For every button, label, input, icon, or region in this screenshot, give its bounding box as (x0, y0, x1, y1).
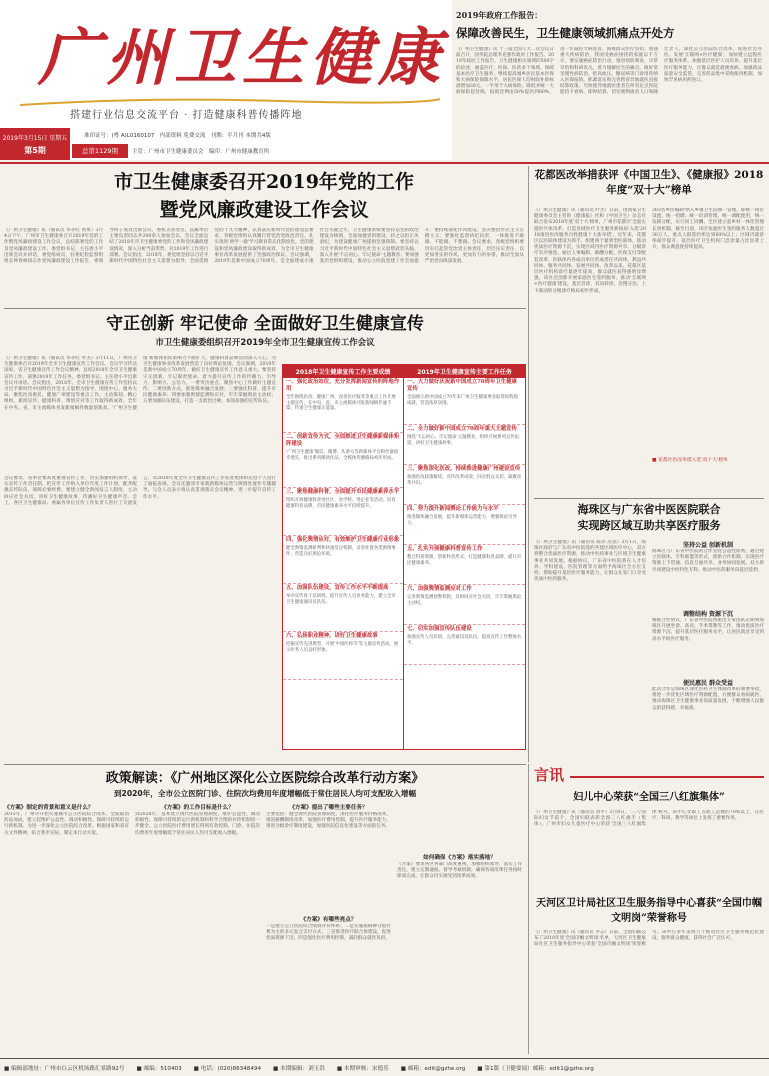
achievement-item (283, 378, 403, 433)
haizhu-subhead-1: 坚持公益 创新机制 (682, 542, 734, 549)
task-item-title: 五、扎实开展健康科普宣传工作 (407, 546, 483, 552)
publisher-info: 主管：广州市卫生健康委员会 编印：广州市健康教育所 (132, 149, 270, 155)
policy-a4: 一是建立公立医院综合绩效评价体系；二是实施按病种分值付费为主的多元复合支付方式；三是推进医疗联合体建设，促进优质资源下沉；四是强化医疗费用控制，减轻群众就医负担。 (266, 924, 391, 942)
total-issue-badge: 总第1129期 (72, 144, 128, 158)
task-item (404, 378, 525, 425)
policy-col-3 (266, 804, 391, 1052)
task-item (404, 585, 525, 625)
divider-2 (4, 308, 526, 309)
policy-article (4, 770, 526, 1054)
footer-phone: ■ 电话：(020)86348494 (193, 1065, 262, 1072)
policy-q5: 如何确保《方案》落实落地？ (423, 855, 496, 861)
news-briefs-label: 言讯 (534, 764, 764, 786)
brief-2-body: 《广州卫生健康》讯（通讯员 罗志）日前，全国妇联公布了2018年度'全国巾帼文明岗'名单，天河区卫生健康局社区卫生服务指导中心荣获'全国巾帼文明岗'荣誉称号。该中心多年来致力于推动社区卫生服务规范化建设，服务群众健康，获得社会广泛认可。 (534, 930, 764, 948)
table-left-head: 2018年卫生健康宣传工作主要成绩 (283, 365, 403, 378)
task-item-title: 二、全力做好新中国成立70周年重大主题宣传 (407, 426, 517, 432)
achievement-item (283, 488, 403, 536)
publicity-article (4, 312, 526, 762)
table-left-col (283, 365, 404, 749)
vertical-rule-1 (528, 166, 529, 486)
task-item-title: 四、努力提升新闻舆论工作能力与水平 (407, 506, 499, 512)
policy-body-area (4, 804, 526, 1052)
gov-report-headline: 保障改善民生，卫生健康领域抓痛点开处方 (456, 26, 675, 40)
haizhu-headline-1: 海珠区与广东省中医医院联合 (577, 503, 721, 516)
policy-a2: 到2020年，基本建立现代医院管理制度，维护公益性、调动积极性、保障可持续的运行新机制和科学合理的补偿机制进一步健全。公立医院医疗费用增长得到有效控制，门诊、住院次均费用年度增幅低于常住居民人均可支配收入增幅。 (135, 812, 260, 836)
huadu-article (534, 168, 764, 498)
policy-headline: 政策解读：《广州地区深化公立医院综合改革行动方案》 (105, 771, 425, 786)
gov-report-body: 《广州卫生健康》讯 十三届全国人大二次会议日前召开，国务院总理李克强作政府工作报告。2019年政府工作报告，卫生健康相关领域的500字的论述，涵盖医疗、医保、医药多个领域。保障基本医疗卫生服务，继续提高城乡居民基本医保和大病保险保障水平，居民医保人均财政补助标准增加30元，一半用于大病保险。降低并统一大病保险起付线，报销比例由50%提高到60%，进一步减轻大病患者、困难群众医疗负担。加强重大疾病防治，我国受癌症困扰的家庭以千万计，要实施癌症防治行动，推进预防筛查、早诊早治和科研攻关，着力缓解民生的痛点。做好常见慢性病防治，把高血压、糖尿病等门诊用药纳入医保报销。抓紧落实和完善跨省异地就医直接结算政策，尽快使异地就医患者在所有定点医院能持卡看病、即时结算，切实便利流动人口和随迁老人。深化公立医院综合改革，促进社会办医。发展'互联网+医疗健康'，加快建立远程医疗服务体系，加强基层医护人员培养。提升基层医疗服务能力，让群众就近就便看病。加强药品质量安全监管，完善药品集中采购使用机制，加快罕见病用药进口。 (456, 47, 762, 96)
achievement-item-title: 一、强化政治站位，充分发挥新闻宣传的阵地作用 (286, 379, 400, 392)
achievement-item-title: 三、聚焦健康科普，全面提升市民健康素养水平 (286, 489, 400, 495)
publicity-headline: 守正创新 牢记使命 全面做好卫生健康宣传 (106, 314, 424, 334)
table-right-col (404, 365, 525, 749)
policy-subhead: 到2020年，全市公立医院门诊、住院次均费用年度增幅低于常住居民人均可支配收入增幅 (113, 789, 417, 798)
policy-col-1 (4, 804, 129, 1052)
footer-postcode: ■ 邮编：510403 (136, 1065, 182, 1072)
publication-info: 准印证号：(粤 A)L0160107 内部资料 免费交流 刊期：半月刊 本期共4版 (84, 133, 271, 139)
policy-q2: 《方案》的工作目标是什么？ (161, 805, 234, 811)
table-right-head: 2019年卫生健康宣传主要工作任务 (404, 365, 525, 378)
policy-col-2 (135, 804, 260, 1052)
brief-2-headline: 天河区卫计局社区卫生服务指导中心喜获“全国巾帼文明岗”荣誉称号 (536, 898, 762, 924)
policy-q1: 《方案》制定的背景和意义是什么？ (4, 805, 94, 811)
huadu-body-wrap (534, 208, 764, 472)
task-item-body: 围绕'不忘初心、牢记使命'主题教育，组织开展系列宣传报道，讲好卫生健康故事。 (407, 435, 520, 446)
task-item-body: 整合科普资源，创新科普形式，打造健康科普品牌，提升市民健康素养。 (407, 555, 522, 566)
task-item (404, 425, 525, 465)
footer-address: ■ 编辑部地址：广州市白云区机场路汇景路92号 (4, 1065, 125, 1072)
haizhu-body-3: 此次合作是海珠区深化医药卫生体制改革的重要举措，将进一步优化区域医疗资源配置，方便群众看病就医，推动海珠区卫生健康事业高质量发展，不断增强人民群众的获得感、幸福感。 (652, 687, 764, 711)
masthead-title: 广州卫生健康 (38, 21, 447, 94)
policy-q3: 《方案》提出了哪些主要任务？ (289, 805, 368, 811)
footer-email: ■ 邮箱：edit@gzhe.org (400, 1065, 466, 1072)
vertical-rule-2 (528, 486, 529, 762)
lead-headline-1: 市卫生健康委召开2019年党的工作 (114, 171, 414, 193)
task-item-body: 推进媒体融合发展，提升新媒体运营能力，增强舆论引导力。 (407, 515, 517, 526)
task-item-title: 七、切实加强宣传队伍建设 (407, 626, 472, 632)
task-item (404, 505, 525, 545)
footer-editor: ■ 本期编辑：刘玉洪 (273, 1065, 325, 1072)
task-item-title: 六、加强舆情监测应对工作 (407, 586, 472, 592)
lead-body: 《广州卫生健康》讯（通讯员 李永红 黄勇）3月4日下午，广州市卫生健康委召开2019年党的工作暨党风廉政建设工作会议，总结部署党的工作及党风廉政建设工作。委党组书记、主任唐小平出席会议并讲话，委党组成员、驻委纪检监察组组长钟春林同志作党风廉政建设工作报告，委领导班子成员出席会议，委机关各处室、直属单位主要负责同志共200余人参加会议。会议全面总结了2018年市卫生健康委党的工作和党风廉政建设情况，深入分析当前形势，对2019年工作进行部署。会议指出，2018年，委党组坚持以习近平新时代中国特色社会主义思想为指导，全面贯彻党的十九大精神，认真落实新时代党的建设总要求，各级党组织认真履行管党治党政治责任，扎实推进'两学一做'学习教育常态化制度化，党的建设和党风廉政建设取得新成效，为全市卫生健康事业改革发展提供了坚强政治保证。会议强调，2019年是新中国成立70周年，是全面建成小康社会关键之年，卫生健康系统要坚持以党的政治建设为统领，全面加强党的建设，持之以恒正风肃纪，为建设健康广州提供坚强保障。要坚持以习近平新时代中国特色社会主义思想武装头脑，深入开展'不忘初心、牢记使命'主题教育；要加强基层党组织建设，推动公立医院党建工作全面提升；要持续深化作风建设，坚决整治形式主义官僚主义；要强化监督执纪问责，一体推进不敢腐、不能腐、不想腐。会议要求，各级党组织要切实扛起管党治党主体责任，层层压实责任，以更加务实的作风、更加有力的举措，推动全面从严治党向纵深发展。 (4, 228, 524, 265)
haizhu-col2 (652, 540, 764, 762)
gov-report-kicker: 2019年政府工作报告： (456, 10, 543, 20)
publicity-subhead: 市卫生健康委组织召开2019年全市卫生健康宣传工作会议 (155, 338, 375, 348)
huadu-body-col2 (652, 208, 764, 472)
task-item (404, 545, 525, 585)
policy-a1: 2015年，广州市开始实施城市公立医院综合改革，全面取消药品加成，建立起维护公益性、调动积极性、保障可持续的运行新机制。为进一步深化公立医院综合改革，根据国家和省有关文件精神，结合我市实际，制定本行动方案。 (4, 812, 129, 836)
divider-right-2 (534, 498, 764, 499)
huadu-body: 《广州卫生健康》讯（通讯员 叶杰）日前，由国家卫生健康委员会主管的《健康报》社和《中国卫生》杂志社联合发布2018年度'双十大'榜单，广州市花都区'全面实施医共体改革，打造县域医疗卫生服务新格局'入选'2018推进医改服务百姓健康十大新举措'。近年来，花都区以医联体建设为抓手，组建两个紧密型医联体，推动优质医疗资源下沉，实现区域内医疗资源共享、分级诊疗有序推进。通过人事编制、薪酬分配、医保支付等配套改革，医联体内各成员单位形成责任共同体、利益共同体、服务共同体、发展共同体。改革以来，花都区基层医疗机构诊疗量逐年提高，群众就医获得感明显增强。该区还创新开展家庭医生签约服务，推动'互联网+医疗健康'建设，基层首诊、双向转诊、急慢分治、上下联动的分级诊疗格局初步形成。 (534, 208, 646, 294)
table-left-list (283, 378, 403, 680)
huadu-headline: 花都医改举措获评《中国卫生》、《健康报》2018年度“双十大”榜单 (534, 169, 764, 196)
gov-report-article (456, 10, 762, 160)
achievement-item-body: 举办宣传骨干培训班，提升宣传人员业务能力，建立全市卫生健康通讯员队伍。 (286, 594, 396, 605)
achievement-item (283, 632, 403, 680)
divider-3 (4, 764, 526, 765)
achievement-item-title: 六、弘扬职业精神，讲好卫生健康故事 (286, 633, 378, 639)
masthead (0, 0, 452, 160)
huadu-caption: ■ 花都区医改举措入选'双十大'榜单 (652, 458, 728, 463)
divider-top (0, 162, 769, 164)
publicity-table (282, 364, 526, 750)
brief-1-body: 《广州卫生健康》讯（通讯员 黄平）3月8日，'三八'国际妇女节前夕，全国妇联表彰全国三八红旗手（集体），广州市妇女儿童医疗中心荣获'全国三八红旗集体'称号。该中心女职工占职工总数的70%以上，在医疗、科研、教学等岗位上发挥了重要作用。 (534, 810, 764, 828)
achievement-item-title: 五、加强队伍建设，宣传工作水平不断提高 (286, 585, 389, 591)
task-item-body: 加强医改政策解读，宣传改革成效，回应群众关切，凝聚改革共识。 (407, 475, 522, 486)
haizhu-body-area (534, 540, 764, 762)
achievement-item (283, 433, 403, 488)
news-briefs-rule (570, 776, 764, 778)
achievement-item-title: 二、创新宣传方式，全面推进卫生健康新媒体矩阵建设 (286, 434, 400, 447)
haizhu-body: 《广州卫生健康》讯（通讯员 陈伟 苏思）3月1日，海珠区政府与广东省中医院签约共建区域医疗中心，双方将整合优质医疗资源，推动中医药事业与区域卫生健康事业共同发展。根据协议，广东省中医院将在人才培养、学科建设、医院管理等方面给予海珠区全方位支持，帮助提升基层医疗服务能力，让群众在家门口享受优质中医药服务。 (534, 540, 646, 583)
policy-q4: 《方案》有哪些亮点？ (300, 917, 357, 923)
policy-a5: 《方案》要求各区各部门高度重视，加强组织领导，落实工作责任，建立定期通报、督导考核机制，确保各项改革任务按时保质完成，让群众切实感受到改革成效。 (397, 862, 522, 880)
achievement-item-body: 全年围绕医改、健康广州、改善医疗服务等重点工作开展主题宣传，在中央、省、市主流媒体刊发新闻稿件逾千篇，传递卫生健康正能量。 (286, 395, 396, 412)
haizhu-headline-2: 实现跨区域互助共享医疗服务 (577, 519, 721, 532)
haizhu-subhead-2: 调整结构 资源下沉 (682, 611, 734, 618)
achievement-item (283, 536, 403, 584)
publicity-body: 《广州卫生健康》讯（通讯员 李永红 叶杰）3月11日，广州市卫生健康委召开2019年全市卫生健康宣传工作会议。会议学习传达国家、省卫生健康宣传工作会议精神，总结2018年全市卫生健康宣传工作，部署2019年工作任务。委党组书记、主任唐小平出席会议并讲话。会议指出，2018年，全市卫生健康宣传工作坚持以习近平新时代中国特色社会主义思想为指导，围绕中心、服务大局，聚焦医改惠民、健康广州建设等重点工作，主动策划、精心组织，新闻宣传、健康科普、舆情应对等工作取得新成效。全年在中央、省、市主流媒体刊发新闻稿件数量创新高，'广州卫生健康'新媒体矩阵影响力不断扩大，健康科普品牌活动深入人心，为卫生健康事业改革发展营造了良好舆论氛围。会议强调，2019年是新中国成立70周年，做好卫生健康宣传工作意义重大。要坚持守正创新，牢记职责使命，着力提升宣传工作的传播力、引导力、影响力、公信力。一要突出重点，聚焦中心工作做好主题宣传；二要创新方式，推进媒体融合发展；三要强化科普，提升市民健康素养；四要加强舆情监测和应对，牢牢掌握舆论主动权；五要加强队伍建设，打造一支政治过硬、本领高强的宣传队伍。 (4, 356, 276, 411)
task-item-body: 完善舆情监测预警机制，及时回应社会关切，牢牢掌握舆论主动权。 (407, 595, 522, 606)
task-item (404, 625, 525, 665)
vertical-rule-3 (528, 764, 529, 1054)
achievement-item (283, 584, 403, 632)
date-badge: 2019年3月15日 星期五 第5期 (0, 128, 70, 160)
haizhu-subhead-3: 便民惠民 群众受益 (682, 680, 734, 687)
policy-a3: 主要包括：健全现代医院管理制度，深化医疗服务价格改革，推进薪酬制度改革，加强医疗费用控制，提升医疗服务能力，推进分级诊疗制度建设，加强医院信息化建设等方面的任务。 (266, 812, 391, 830)
masthead-info-bar (0, 128, 452, 160)
footer-reviewer: ■ 本期审核：宋德乐 (336, 1065, 389, 1072)
haizhu-body-1: 海珠区与广东省中医院的合作坚持公益性原则，通过建立医联体、专科联盟等形式，创新合作机制，实现医疗资源上下贯通、信息互通共享、业务协同发展。双方将共同建设中医特色专科，推动中医药服务向基层延伸。 (652, 549, 764, 573)
masthead-tagline: 搭建行业信息交流平台 · 打造健康科普传播阵地 (70, 110, 303, 121)
achievement-item-body: 挖掘宣传先进典型，开展'中国医师节'等主题宣传活动，展示医务人员良好形象。 (286, 642, 399, 653)
policy-col-4 (397, 804, 522, 1052)
achievement-item-body: 组织开展健康科普进社区、进学校、进企业等活动，培育健康科普品牌，市民健康素养水平持续提升。 (286, 498, 396, 509)
footer (0, 1058, 769, 1076)
publicity-body-area (4, 356, 526, 758)
news-briefs (534, 764, 764, 1054)
masthead-swoosh (20, 92, 440, 100)
publicity-body-2: 会议要求，各单位要高度重视宣传工作，切实加强组织领导，落实宣传工作责任制，把宣传工作纳入单位年度工作计划，配齐配强宣传队伍，保障必要经费。要建立健全新闻发言人制度，主动回应社会关切，讲好卫生健康故事，传播好卫生健康声音。会上，各区卫生健康局、委属各单位宣传工作负责人进行了交流发言，对2018年度全市卫生健康宣传工作先进集体和先进个人进行了通报表扬。会议还邀请专家就新媒体运营与舆情处置作专题辅导，与会人员表示将认真贯彻落实会议精神，进一步提升宣传工作水平。 (4, 476, 276, 506)
brief-1-headline: 妇儿中心荣获“全国三八红旗集体” (573, 792, 725, 803)
lead-headline-2: 暨党风廉政建设工作会议 (159, 199, 369, 221)
lead-article (4, 168, 524, 308)
task-item-body: 加强宣传人员培训，完善通讯员队伍，提高宣传工作整体水平。 (407, 635, 522, 646)
haizhu-article (534, 502, 764, 762)
table-right-list (404, 378, 525, 665)
huadu-body-2: 303名乡医编制'纳入乡镇卫生院统一管理，即统一岗位设置、统一招聘、统一培训管理。统一调配使用，统一发薪分配，实行同工同酬，全区建立起乡村一体化管理长效机制。截至目前，该区家庭医生签约服务人数超过30万人，重点人群签约率达到60%以上；区域内就诊率稳步提升，基层医疗卫生机构门急诊量占比显著上升，群众满意度持续提高。 (652, 208, 764, 251)
achievement-item-body: 健全舆情监测研判和快速反应机制，妥善处置各类舆情事件，营造良好舆论环境。 (286, 546, 396, 557)
haizhu-body-2: 根据合作协议，广东省中医院将派出专家团队定期到海珠区开展坐诊、查房、手术带教等工作，推动优质医疗资源下沉，提升基层医疗服务水平，让居民就近享受到高水平的医疗服务。 (652, 618, 764, 642)
achievement-item-title: 四、强化舆情应对，有效维护卫生健康行业形象 (286, 537, 400, 543)
task-item-title: 三、聚焦深化医改，持续推进健康广州建设宣传 (407, 466, 521, 472)
task-item-body: 全面展示新中国成立70年来广州卫生健康事业取得的辉煌成就，营造浓厚氛围。 (407, 395, 518, 406)
task-item (404, 465, 525, 505)
achievement-item-body: '广州卫生健康'微信、微博、头条号等新媒体平台粉丝量稳步增长，推出系列爆款作品，全媒体传播格局初步形成。 (286, 450, 399, 461)
task-item-title: 一、大力做好庆祝新中国成立70周年卫生健康宣传 (407, 379, 517, 392)
footer-email-2: ■ 第1版（卫健要闻）邮箱：edit1@gzhe.org (477, 1065, 594, 1072)
